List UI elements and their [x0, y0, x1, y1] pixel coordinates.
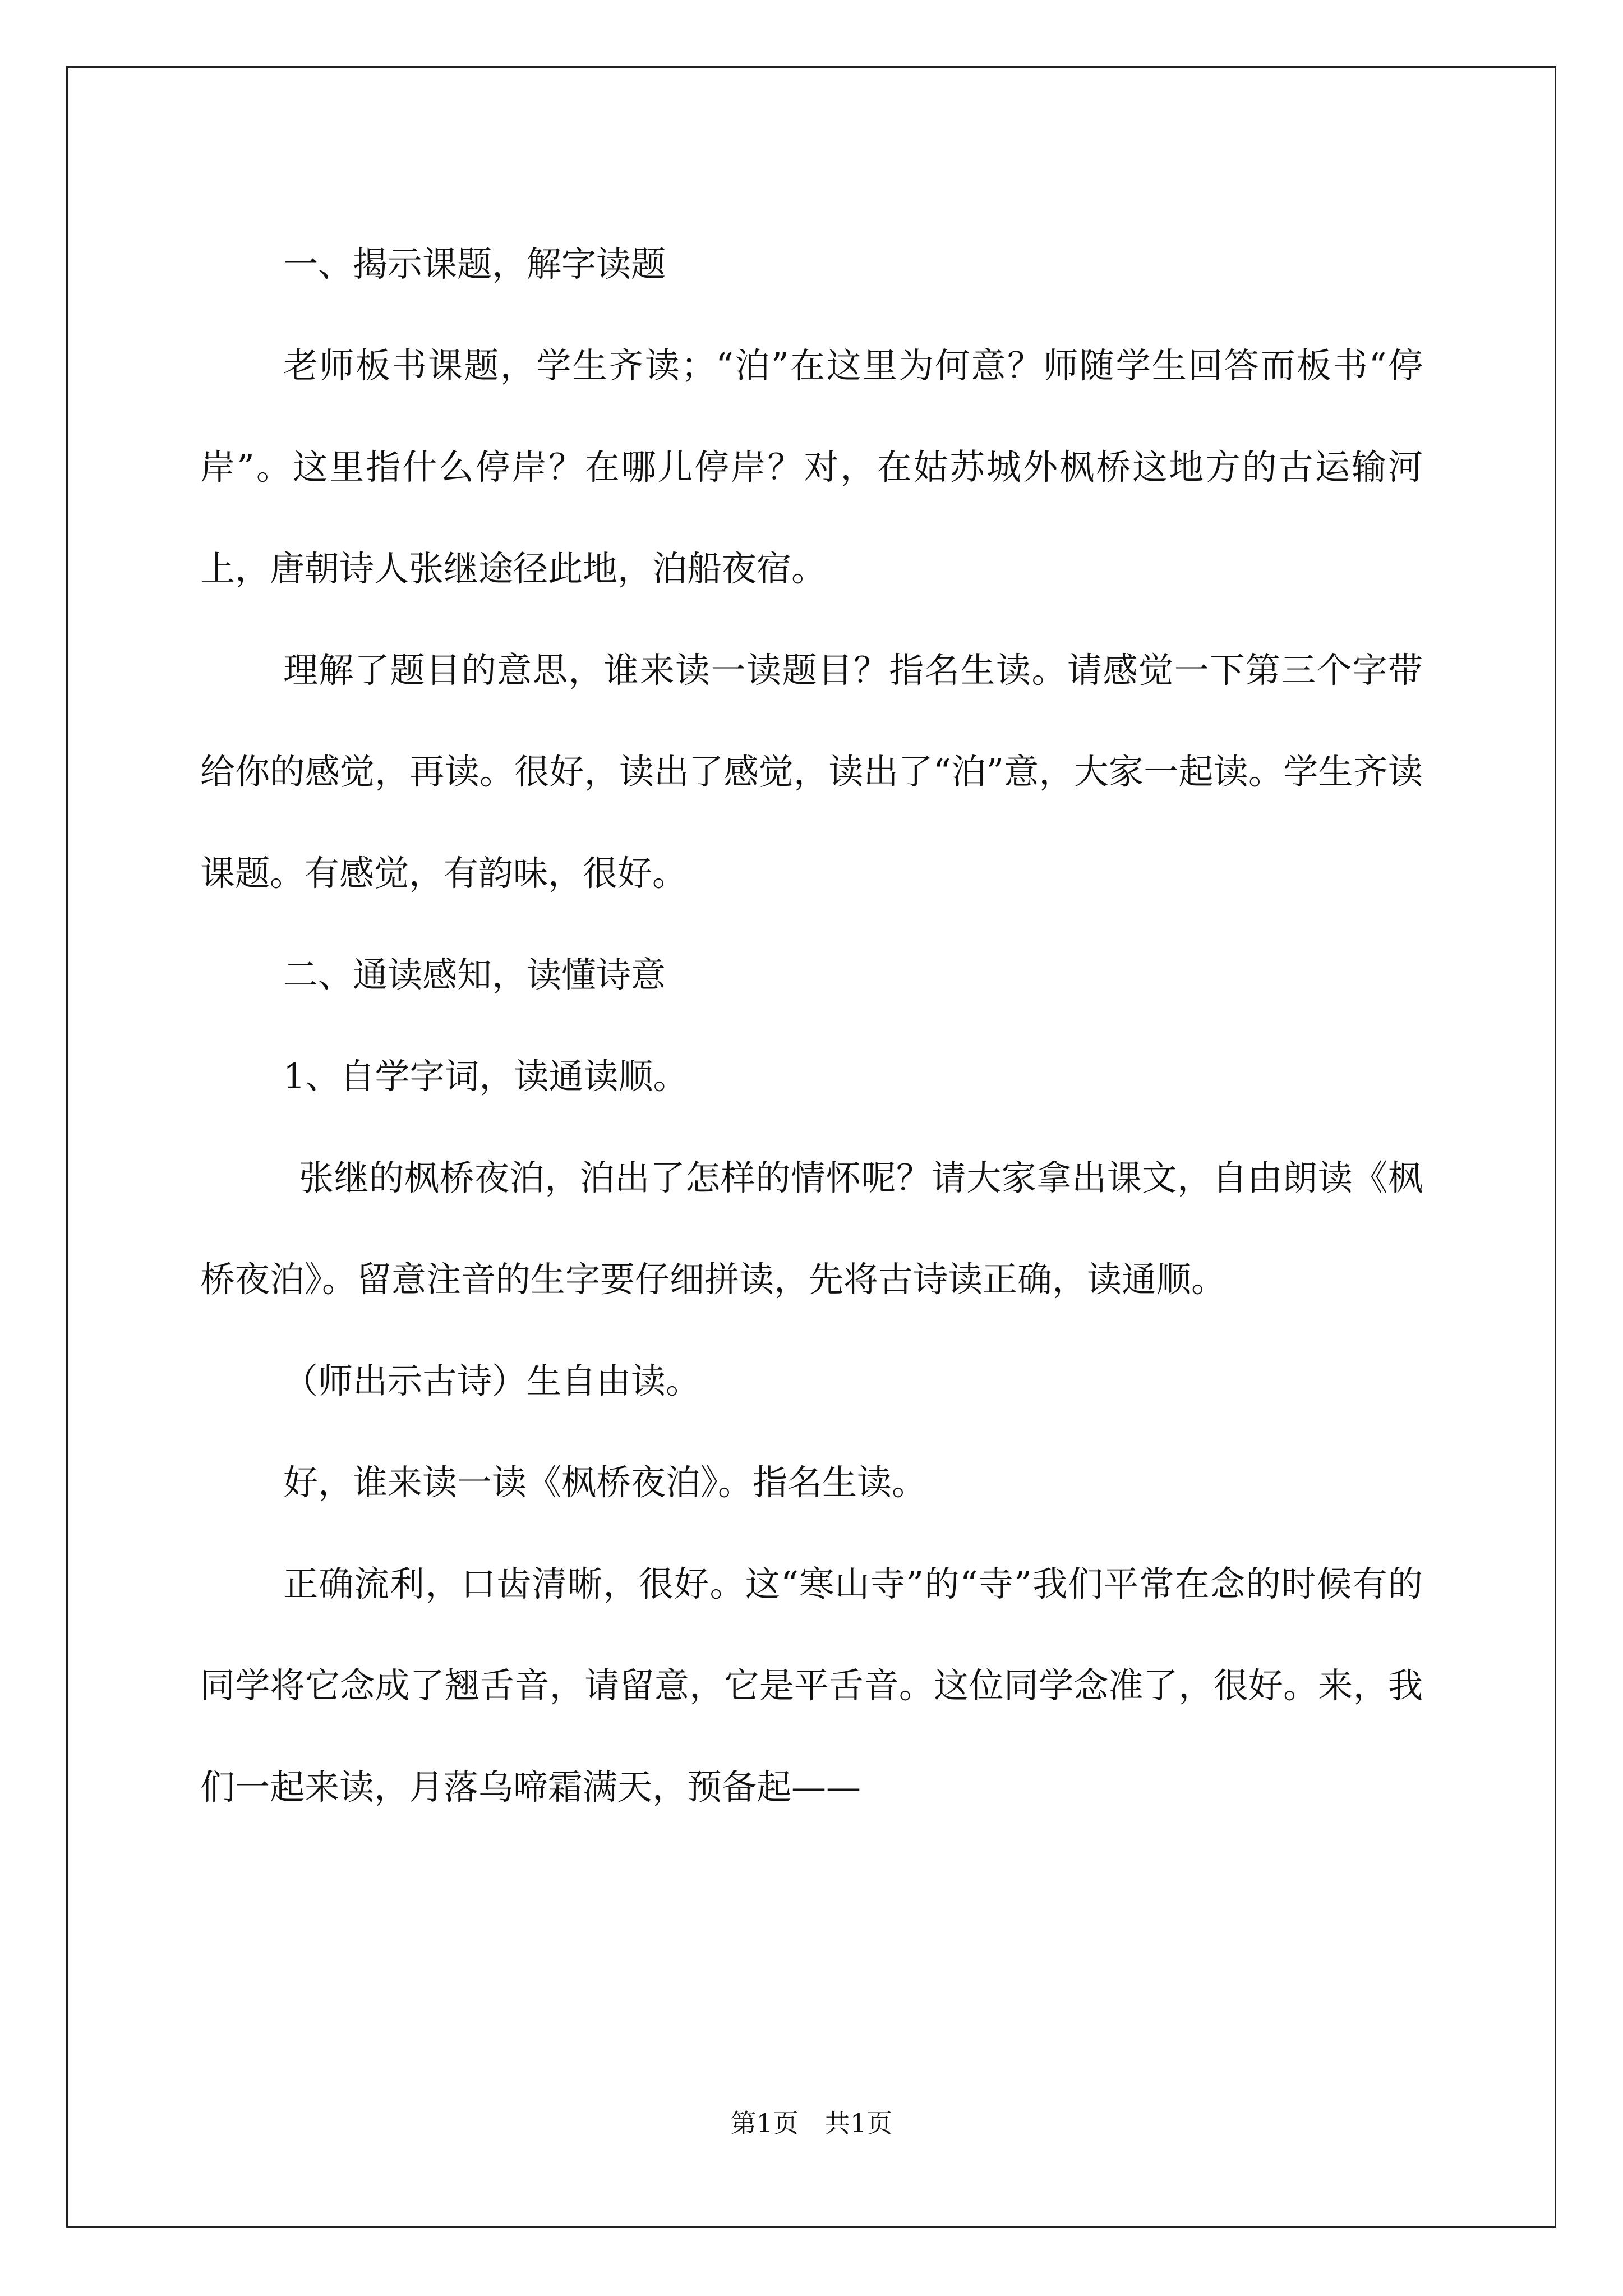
document-body	[200, 213, 1423, 1838]
sub-heading: 1、自学字词，读通读顺。	[283, 1056, 688, 1097]
paragraph: 张继的枫桥夜泊，泊出了怎样的情怀呢？请大家拿出课文，自由朗读《枫桥夜泊》。留意注音的生字要仔细拼读，先将古诗读正确，读通顺。	[200, 1157, 1423, 1300]
section-heading-2: 二、通读感知，读懂诗意	[283, 954, 666, 995]
section-heading-1: 一、揭示课题，解字读题	[283, 243, 666, 284]
paragraph: 好，谁来读一读《枫桥夜泊》。指名生读。	[283, 1462, 927, 1503]
page-footer: 第1页 共1页	[730, 2108, 893, 2138]
paragraph: 老师板书课题，学生齐读；“泊”在这里为何意？师随学生回答而板书“停岸”。这里指什么停岸？在哪儿停岸？对，在姑苏城外枫桥这地方的古运输河上，唐朝诗人张继途径此地，泊船夜宿。	[200, 345, 1423, 589]
paragraph: 理解了题目的意思，谁来读一读题目？指名生读。请感觉一下第三个字带给你的感觉，再读。很好，读出了感觉，读出了“泊”意，大家一起读。学生齐读课题。有感觉，有韵味，很好。	[200, 650, 1423, 894]
paragraph: （师出示古诗）生自由读。	[283, 1360, 701, 1401]
paragraph: 正确流利，口齿清晰，很好。这“寒山寺”的“寺”我们平常在念的时候有的同学将它念成了翘舌音，请留意，它是平舌音。这位同学念准了，很好。来，我们一起来读，月落乌啼霜满天，预备起——	[200, 1563, 1423, 1807]
